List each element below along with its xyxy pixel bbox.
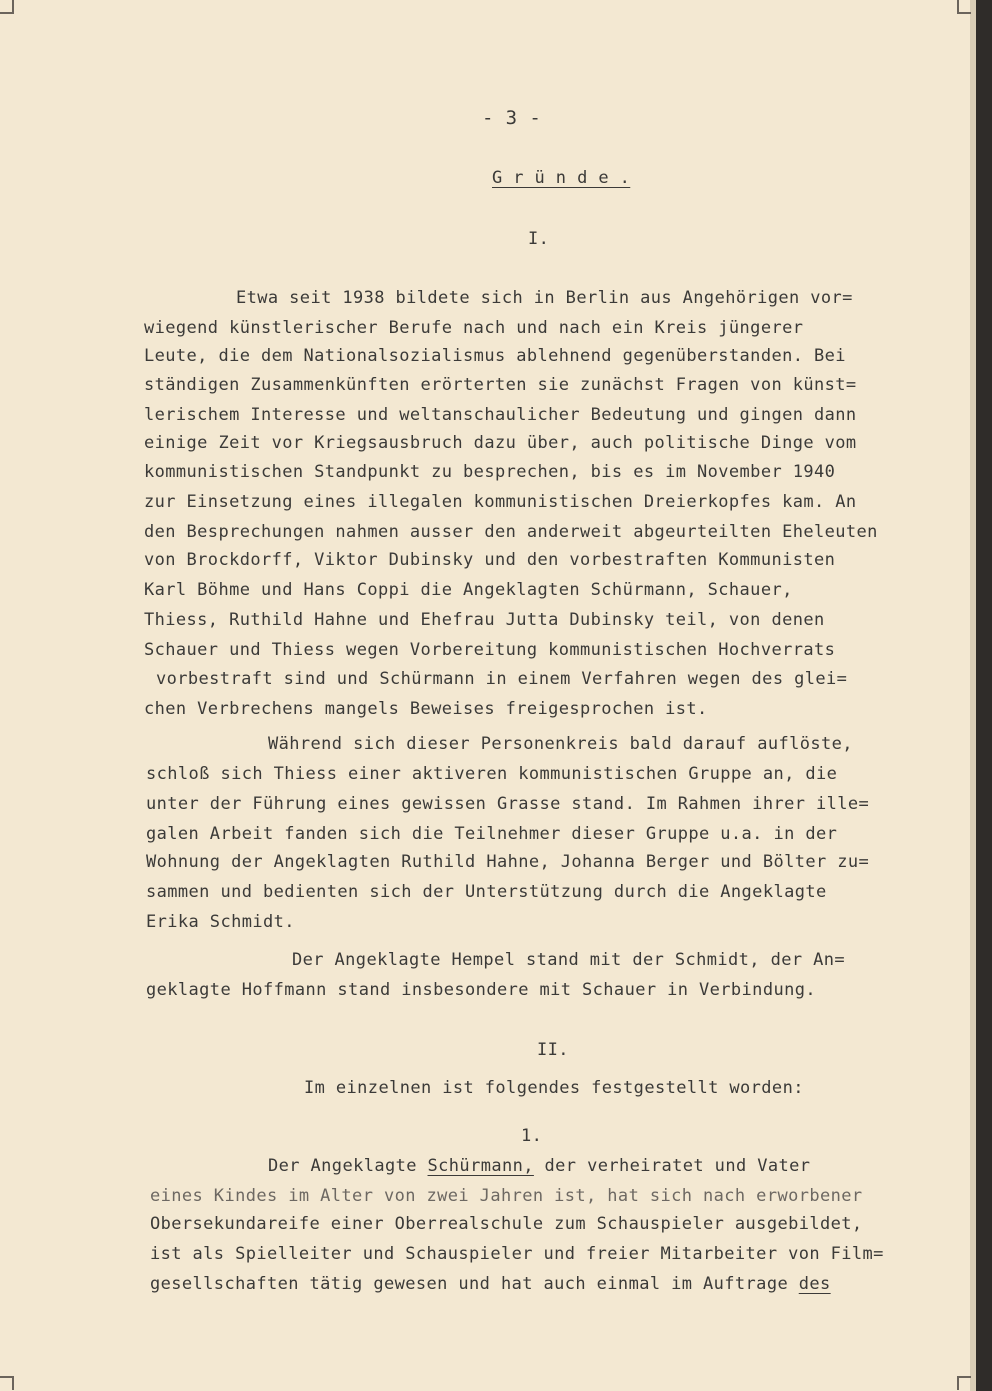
text-line: schloß sich Thiess einer aktiveren kommunistischen Gruppe an, die xyxy=(146,764,838,784)
text-segment: der verheiratet und Vater xyxy=(533,1156,811,1176)
text-line: galen Arbeit fanden sich die Teilnehmer dieser Gruppe u.a. in der xyxy=(146,824,838,844)
text-line: Schauer und Thiess wegen Vorbereitung kommunistischen Hochverrats xyxy=(144,640,836,660)
text-line: ständigen Zusammenkünften erörterten sie zunächst Fragen von künst= xyxy=(144,375,857,395)
underlined-word: des xyxy=(798,1274,831,1294)
text-line: ist als Spielleiter und Schauspieler und freier Mitarbeiter von Film= xyxy=(150,1244,884,1264)
defendant-name-underlined: Schürmann, xyxy=(427,1156,534,1176)
corner-mark-bottom-right xyxy=(957,1376,971,1390)
text-line: Thiess, Ruthild Hahne und Ehefrau Jutta Dubinsky teil, von denen xyxy=(144,610,825,630)
heading-gruende: G r ü n d e . xyxy=(492,168,631,188)
corner-mark-top-left xyxy=(0,0,14,14)
text-line: einige Zeit vor Kriegsausbruch dazu über, auch politische Dinge vom xyxy=(144,433,857,453)
text-line: unter der Führung eines gewissen Grasse stand. Im Rahmen ihrer ille= xyxy=(146,794,870,814)
text-line: vorbestraft sind und Schürmann in einem Verfahren wegen des glei= xyxy=(156,669,848,689)
text-line: Karl Böhme und Hans Coppi die Angeklagten Schürmann, Schauer, xyxy=(144,580,793,600)
text-line: von Brockdorff, Viktor Dubinsky und den vorbestraften Kommunisten xyxy=(144,550,836,570)
text-line xyxy=(268,1156,810,1176)
text-line: Der Angeklagte Hempel stand mit der Schmidt, der An= xyxy=(292,950,846,970)
text-line xyxy=(150,1274,831,1294)
corner-mark-bottom-left xyxy=(0,1376,14,1390)
text-line: den Besprechungen nahmen ausser den anderweit abgeurteilten Eheleuten xyxy=(144,522,878,542)
text-line: geklagte Hoffmann stand insbesondere mit Schauer in Verbindung. xyxy=(146,980,816,1000)
text-line: Während sich dieser Personenkreis bald darauf auflöste, xyxy=(268,734,853,754)
text-line: kommunistischen Standpunkt zu besprechen, bis es im November 1940 xyxy=(144,462,836,482)
text-line: sammen und bedienten sich der Unterstützung durch die Angeklagte xyxy=(146,882,827,902)
section-intro: Im einzelnen ist folgendes festgestellt worden: xyxy=(304,1078,804,1098)
text-line: Obersekundareife einer Oberrealschule zum Schauspieler ausgebildet, xyxy=(150,1214,863,1234)
section-number-1: I. xyxy=(528,229,550,249)
text-line: chen Verbrechens mangels Beweises freigesprochen ist. xyxy=(144,699,708,719)
section-number-2: II. xyxy=(537,1040,569,1060)
text-line: wiegend künstlerischer Berufe nach und nach ein Kreis jüngerer xyxy=(144,318,804,338)
text-line: Leute, die dem Nationalsozialismus ablehnend gegenüberstanden. Bei xyxy=(144,346,846,366)
text-line: eines Kindes im Alter von zwei Jahren ist, hat sich nach erworbener xyxy=(150,1186,863,1206)
text-line: zur Einsetzung eines illegalen kommunistischen Dreierkopfes kam. An xyxy=(144,492,857,512)
text-line: Wohnung der Angeklagten Ruthild Hahne, Johanna Berger und Bölter zu= xyxy=(146,852,870,872)
page-number: - 3 - xyxy=(482,107,542,129)
text-line: Erika Schmidt. xyxy=(146,912,295,932)
subsection-number-1: 1. xyxy=(521,1126,543,1146)
text-segment: Der Angeklagte xyxy=(268,1156,428,1176)
text-line: lerischem Interesse und weltanschaulicher Bedeutung und gingen dann xyxy=(144,405,857,425)
text-line: Etwa seit 1938 bildete sich in Berlin aus Angehörigen vor= xyxy=(236,288,853,308)
text-segment: gesellschaften tätig gewesen und hat auch einmal im Auftrage xyxy=(150,1274,789,1294)
scanner-border-right xyxy=(976,0,992,1391)
corner-mark-top-right xyxy=(957,0,971,14)
